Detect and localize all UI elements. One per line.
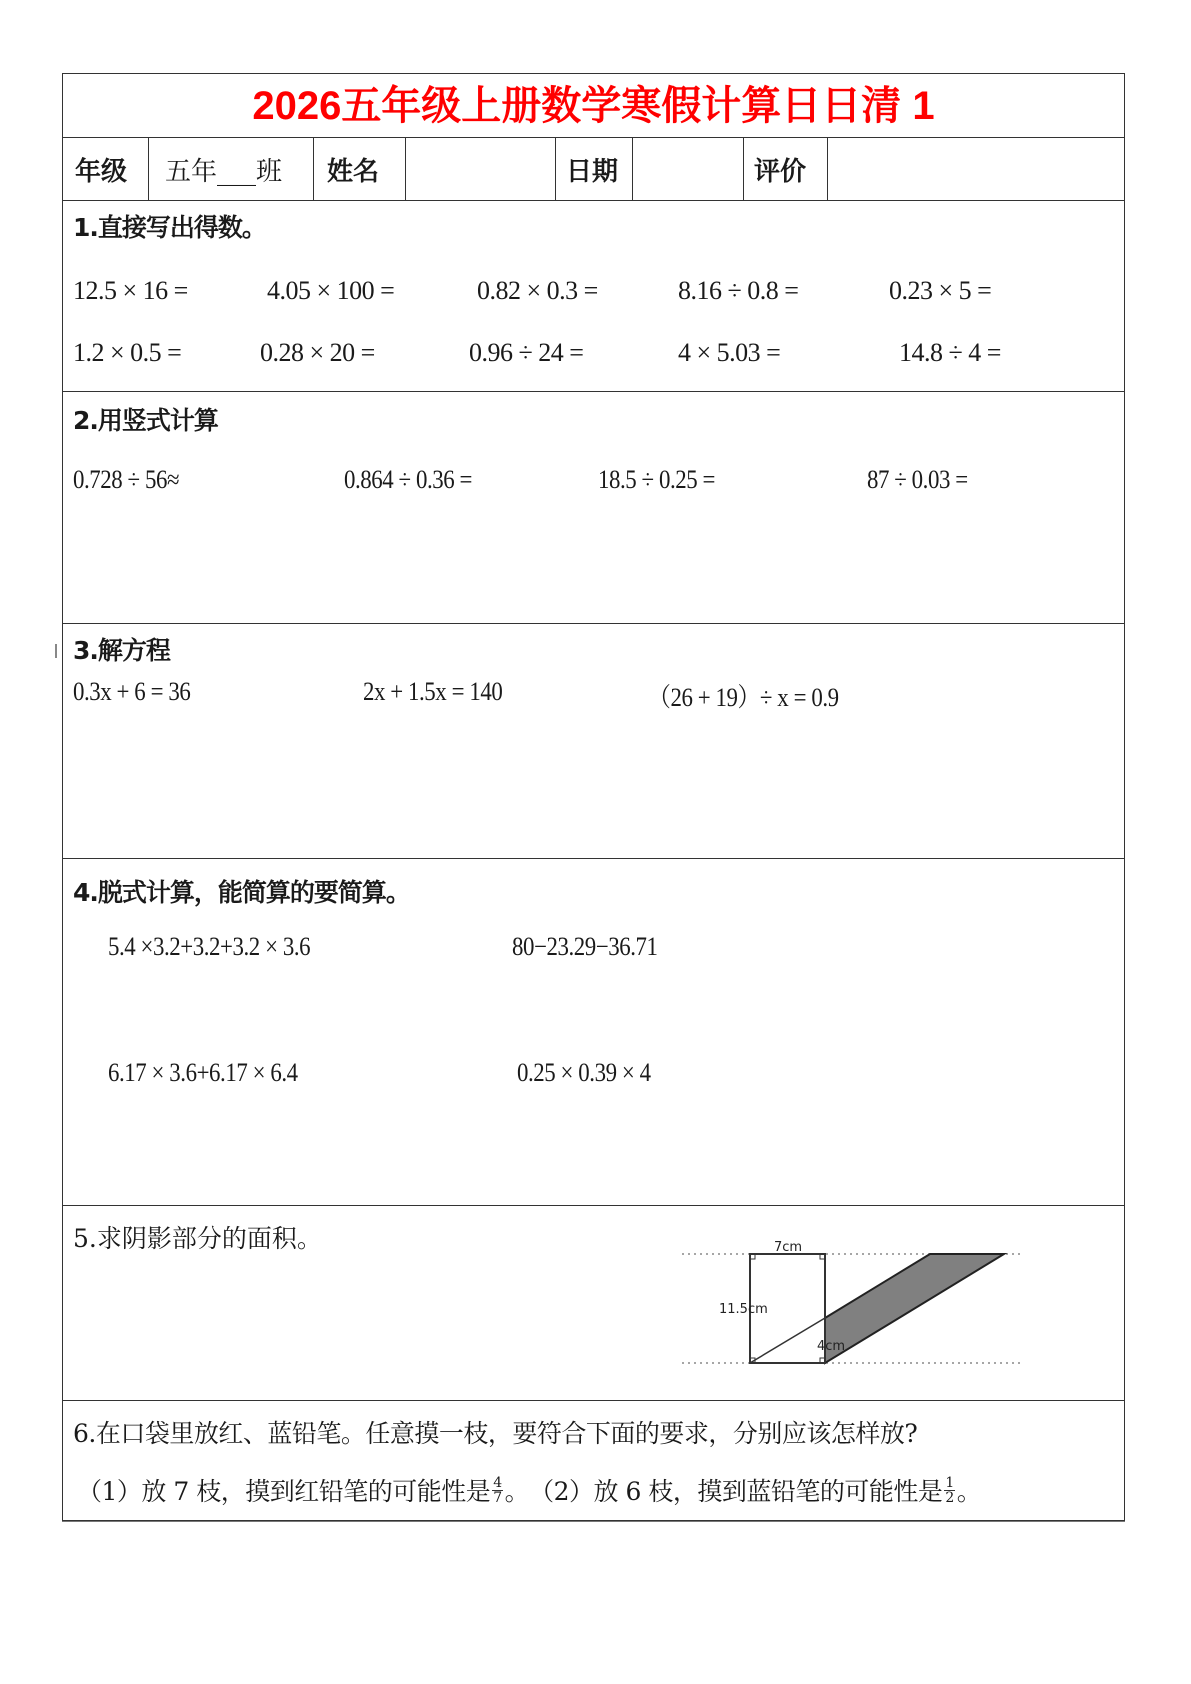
fraction-numerator: 1 xyxy=(945,1474,954,1491)
divider xyxy=(63,200,1124,201)
rating-label: 评价 xyxy=(754,157,807,187)
equation: 0.3x + 6 = 36 xyxy=(73,677,191,706)
section-2-title: 2.用竖式计算 xyxy=(73,406,218,435)
expression: 4 × 5.03 = xyxy=(678,338,781,367)
name-label: 姓名 xyxy=(327,157,380,187)
grade-label: 年级 xyxy=(75,157,128,187)
expression: 0.25 × 0.39 × 4 xyxy=(517,1058,651,1087)
divider xyxy=(63,1400,1124,1401)
divider xyxy=(743,137,744,201)
divider xyxy=(148,137,149,201)
expression: 4.05 × 100 = xyxy=(267,276,395,305)
part-2-text: （2）放 6 枝，摸到蓝铅笔的可能性是 xyxy=(529,1477,943,1506)
expression: 14.8 ÷ 4 = xyxy=(899,338,1001,367)
section-5-title: 5.求阴影部分的面积。 xyxy=(73,1224,322,1253)
section-1-title: 1.直接写出得数。 xyxy=(73,213,266,242)
worksheet-title: 2026五年级上册数学寒假计算日日清 1 xyxy=(252,84,935,128)
height-label: 11.5cm xyxy=(719,1302,768,1317)
expression: 0.728 ÷ 56≈ xyxy=(73,465,180,494)
expression: 0.96 ÷ 24 = xyxy=(469,338,584,367)
expression: 0.864 ÷ 0.36 = xyxy=(344,465,472,494)
divider xyxy=(405,137,406,201)
width-label: 7cm xyxy=(774,1240,803,1255)
expression: 8.16 ÷ 0.8 = xyxy=(678,276,799,305)
divider xyxy=(63,623,1124,624)
expression: 12.5 × 16 = xyxy=(73,276,188,305)
section-3-title: 3.解方程 xyxy=(73,636,170,665)
name-field[interactable] xyxy=(407,138,553,201)
grade-class-field[interactable]: 五年___班 xyxy=(165,157,283,187)
date-field[interactable] xyxy=(634,138,741,201)
part-2-suffix: 。 xyxy=(956,1477,982,1506)
part-1-suffix: 。 xyxy=(504,1477,530,1506)
expression: 0.82 × 0.3 = xyxy=(477,276,598,305)
divider xyxy=(555,137,556,201)
divider xyxy=(63,391,1124,392)
divider xyxy=(632,137,633,201)
expression: 18.5 ÷ 0.25 = xyxy=(598,465,715,494)
part-1-text: （1）放 7 枝，摸到红铅笔的可能性是 xyxy=(77,1477,491,1506)
rating-field[interactable] xyxy=(829,138,1124,201)
expression: 87 ÷ 0.03 = xyxy=(867,465,968,494)
divider xyxy=(63,1205,1124,1206)
equation: （26 + 19）÷ x = 0.9 xyxy=(648,683,839,712)
divider xyxy=(827,137,828,201)
fraction-numerator: 4 xyxy=(493,1474,502,1491)
worksheet xyxy=(62,73,1125,1521)
diagonal-line xyxy=(750,1318,825,1363)
expression: 0.28 × 20 = xyxy=(260,338,375,367)
expression: 0.23 × 5 = xyxy=(889,276,992,305)
section-4-title: 4.脱式计算，能简算的要简算。 xyxy=(73,878,410,907)
equation: 2x + 1.5x = 140 xyxy=(363,677,503,706)
section-6-question: 6.在口袋里放红、蓝铅笔。任意摸一枝，要符合下面的要求，分别应该怎样放? xyxy=(73,1419,918,1448)
divider xyxy=(63,858,1124,859)
expression: 1.2 × 0.5 = xyxy=(73,338,182,367)
expression: 6.17 × 3.6+6.17 × 6.4 xyxy=(108,1058,298,1087)
divider xyxy=(313,137,314,201)
fraction-denominator: 7 xyxy=(493,1489,502,1506)
section-6-parts xyxy=(77,1472,981,1508)
fraction-denominator: 2 xyxy=(945,1489,954,1506)
segment-label: 4cm xyxy=(817,1339,846,1354)
expression: 80−23.29−36.71 xyxy=(512,932,658,961)
shaded-area-diagram xyxy=(673,1239,1033,1379)
fraction-one-half xyxy=(944,1476,954,1505)
shaded-region xyxy=(825,1254,1004,1363)
date-label: 日期 xyxy=(566,157,619,187)
expression: 5.4 ×3.2+3.2+3.2 × 3.6 xyxy=(108,932,311,961)
fraction-four-sevenths xyxy=(492,1476,502,1505)
margin-mark xyxy=(55,644,57,658)
